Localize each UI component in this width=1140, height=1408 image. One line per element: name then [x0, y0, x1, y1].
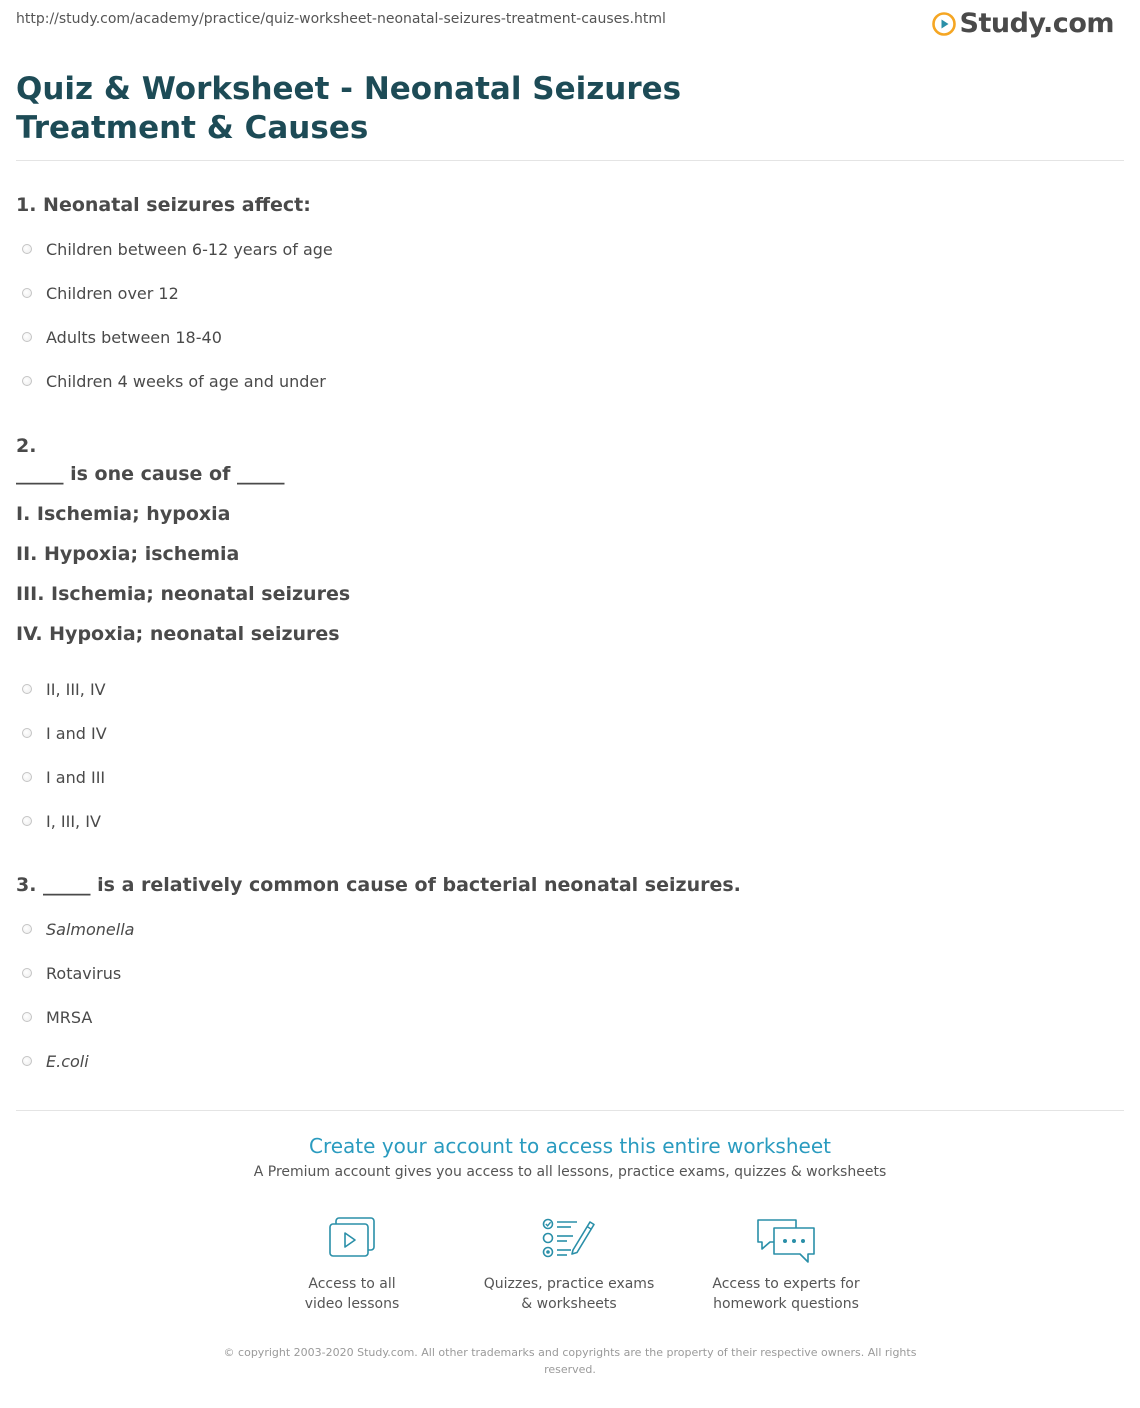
page-title: Quiz & Worksheet - Neonatal Seizures Treatment & Causes — [16, 71, 682, 146]
option-label: I and III — [46, 767, 106, 787]
radio-button[interactable] — [22, 332, 32, 342]
play-circle-icon — [932, 12, 956, 36]
option-label: I and IV — [46, 723, 107, 743]
question-2-option-4[interactable] — [22, 809, 101, 833]
study-logo[interactable] — [932, 8, 1114, 39]
question-1-option-1[interactable] — [22, 237, 333, 261]
option-label: Rotavirus — [46, 963, 122, 983]
option-label: MRSA — [46, 1007, 93, 1027]
question-3-option-4[interactable] — [22, 1049, 89, 1073]
radio-button[interactable] — [22, 376, 32, 386]
question-3-title: 3. _____ is a relatively common cause of bacterial neonatal seizures. — [16, 874, 741, 896]
premium-description: A Premium account gives you access to all lessons, practice exams, quizzes & worksheets — [253, 1164, 887, 1180]
feature-label-line-2: & worksheets — [521, 1296, 617, 1312]
question-3-option-3[interactable] — [22, 1005, 92, 1029]
chat-bubbles-icon — [754, 1216, 818, 1266]
logo-text: Study.com — [959, 8, 1114, 39]
feature-label-line-1: Quizzes, practice exams — [483, 1276, 655, 1292]
question-2-statement-4: IV. Hypoxia; neonatal seizures — [16, 623, 340, 645]
question-2-statement-1: I. Ischemia; hypoxia — [16, 503, 231, 525]
feature-quizzes — [469, 1216, 669, 1314]
option-label: Children between 6-12 years of age — [46, 239, 333, 259]
quiz-checklist-icon — [541, 1216, 597, 1260]
divider — [16, 160, 1124, 161]
radio-button[interactable] — [22, 728, 32, 738]
question-2-statement-2: II. Hypoxia; ischemia — [16, 543, 240, 565]
question-2-number: 2. — [16, 435, 37, 457]
question-2-option-1[interactable] — [22, 677, 106, 701]
option-label: II, III, IV — [46, 679, 106, 699]
feature-label-line-2: video lessons — [304, 1296, 400, 1312]
question-1-option-4[interactable] — [22, 369, 326, 393]
question-3-option-2[interactable] — [22, 961, 121, 985]
feature-label-line-1: Access to all — [308, 1276, 396, 1292]
radio-button[interactable] — [22, 1012, 32, 1022]
option-label: I, III, IV — [46, 811, 101, 831]
radio-button[interactable] — [22, 288, 32, 298]
question-1-option-2[interactable] — [22, 281, 179, 305]
question-2-stem: _____ is one cause of _____ — [16, 463, 285, 485]
option-label: Salmonella — [46, 919, 135, 939]
video-lessons-icon — [326, 1216, 378, 1260]
radio-button[interactable] — [22, 772, 32, 782]
option-label: Children 4 weeks of age and under — [46, 371, 326, 391]
radio-button[interactable] — [22, 684, 32, 694]
radio-button[interactable] — [22, 244, 32, 254]
divider — [16, 1110, 1124, 1111]
radio-button[interactable] — [22, 816, 32, 826]
page-url: http://study.com/academy/practice/quiz-worksheet-neonatal-seizures-treatment-causes.html — [16, 11, 666, 27]
feature-label-line-2: homework questions — [713, 1296, 859, 1312]
radio-button[interactable] — [22, 968, 32, 978]
radio-button[interactable] — [22, 1056, 32, 1066]
question-2-option-3[interactable] — [22, 765, 105, 789]
option-label: Adults between 18-40 — [46, 327, 222, 347]
option-label: Children over 12 — [46, 283, 179, 303]
create-account-link[interactable]: Create your account to access this entire worksheet — [309, 1134, 831, 1158]
question-1-title: 1. Neonatal seizures affect: — [16, 194, 311, 216]
feature-experts — [686, 1216, 886, 1314]
feature-label-line-1: Access to experts for — [712, 1276, 860, 1292]
radio-button[interactable] — [22, 924, 32, 934]
question-3-option-1[interactable] — [22, 917, 134, 941]
option-label: E.coli — [46, 1051, 89, 1071]
feature-video-lessons — [252, 1216, 452, 1314]
question-2-option-2[interactable] — [22, 721, 107, 745]
question-2-statement-3: III. Ischemia; neonatal seizures — [16, 583, 351, 605]
question-1-option-3[interactable] — [22, 325, 222, 349]
copyright-notice: © copyright 2003-2020 Study.com. All other trademarks and copyrights are the property of their respective owners. All rights reserved. — [223, 1346, 917, 1376]
